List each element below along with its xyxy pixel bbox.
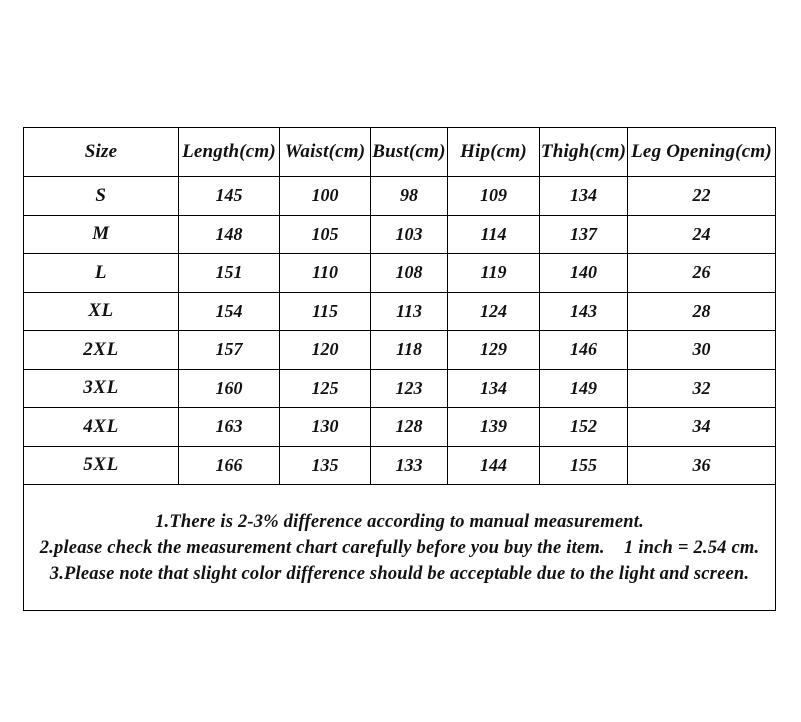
cell-waist: 125: [280, 369, 371, 408]
column-header-bust: Bust(cm): [371, 128, 448, 177]
cell-size: XL: [24, 292, 179, 331]
cell-bust: 128: [371, 408, 448, 447]
cell-leg-opening: 24: [628, 215, 776, 254]
cell-leg-opening: 26: [628, 254, 776, 293]
cell-thigh: 140: [540, 254, 628, 293]
cell-length: 157: [179, 331, 280, 370]
cell-hip: 134: [448, 369, 540, 408]
table-row: [24, 215, 776, 254]
cell-hip: 119: [448, 254, 540, 293]
cell-leg-opening: 32: [628, 369, 776, 408]
size-chart-table: [23, 127, 776, 611]
note-line-1: 1.There is 2-3% difference according to manual measurement.: [155, 511, 644, 532]
cell-hip: 129: [448, 331, 540, 370]
cell-waist: 100: [280, 177, 371, 216]
table-row: [24, 408, 776, 447]
cell-size: 5XL: [24, 446, 179, 485]
cell-length: 151: [179, 254, 280, 293]
cell-waist: 105: [280, 215, 371, 254]
notes-container: [24, 485, 776, 611]
column-header-hip: Hip(cm): [448, 128, 540, 177]
cell-bust: 118: [371, 331, 448, 370]
cell-thigh: 155: [540, 446, 628, 485]
cell-thigh: 143: [540, 292, 628, 331]
cell-leg-opening: 30: [628, 331, 776, 370]
cell-bust: 113: [371, 292, 448, 331]
cell-waist: 135: [280, 446, 371, 485]
cell-bust: 98: [371, 177, 448, 216]
cell-hip: 109: [448, 177, 540, 216]
table-row: [24, 177, 776, 216]
cell-waist: 130: [280, 408, 371, 447]
cell-hip: 114: [448, 215, 540, 254]
cell-leg-opening: 34: [628, 408, 776, 447]
table-row: [24, 446, 776, 485]
cell-thigh: 137: [540, 215, 628, 254]
cell-size: 3XL: [24, 369, 179, 408]
cell-thigh: 146: [540, 331, 628, 370]
cell-size: 2XL: [24, 331, 179, 370]
cell-size: M: [24, 215, 179, 254]
cell-bust: 123: [371, 369, 448, 408]
table-header-row: [24, 128, 776, 177]
cell-waist: 115: [280, 292, 371, 331]
cell-size: 4XL: [24, 408, 179, 447]
cell-bust: 133: [371, 446, 448, 485]
cell-leg-opening: 36: [628, 446, 776, 485]
cell-bust: 103: [371, 215, 448, 254]
column-header-length: Length(cm): [179, 128, 280, 177]
cell-size: L: [24, 254, 179, 293]
cell-leg-opening: 28: [628, 292, 776, 331]
cell-size: S: [24, 177, 179, 216]
column-header-leg-opening: Leg Opening(cm): [628, 128, 776, 177]
table-row: [24, 331, 776, 370]
cell-length: 166: [179, 446, 280, 485]
cell-length: 160: [179, 369, 280, 408]
column-header-waist: Waist(cm): [280, 128, 371, 177]
cell-thigh: 149: [540, 369, 628, 408]
note-line-3: 3.Please note that slight color difference should be acceptable due to the light and screen.: [49, 563, 750, 584]
cell-length: 148: [179, 215, 280, 254]
column-header-thigh: Thigh(cm): [540, 128, 628, 177]
cell-length: 154: [179, 292, 280, 331]
column-header-size: Size: [24, 128, 179, 177]
cell-length: 163: [179, 408, 280, 447]
note-line-2: 2.please check the measurement chart carefully before you buy the item. 1 inch = 2.54 cm.: [39, 537, 760, 558]
notes-row: [24, 485, 776, 611]
table-row: [24, 369, 776, 408]
cell-bust: 108: [371, 254, 448, 293]
cell-waist: 120: [280, 331, 371, 370]
cell-leg-opening: 22: [628, 177, 776, 216]
cell-hip: 139: [448, 408, 540, 447]
cell-waist: 110: [280, 254, 371, 293]
cell-hip: 144: [448, 446, 540, 485]
cell-thigh: 134: [540, 177, 628, 216]
table-row: [24, 292, 776, 331]
cell-length: 145: [179, 177, 280, 216]
table-row: [24, 254, 776, 293]
cell-thigh: 152: [540, 408, 628, 447]
cell-hip: 124: [448, 292, 540, 331]
